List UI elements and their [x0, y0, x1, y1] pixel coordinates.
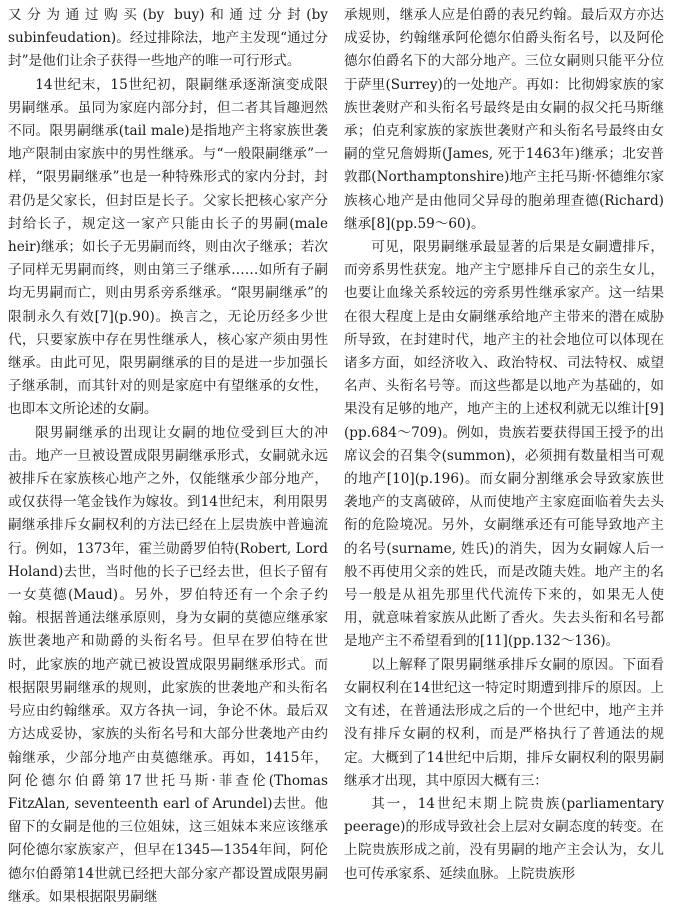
paragraph: 承规则，继承人应是伯爵的表兄约翰。最后双方亦达成妥协，约翰继承阿伦德尔伯爵头衔名号，以及阿伦德尔伯爵名下的大部分地产。三位女嗣则只能平分位于萨里(Surrey)的一处地产。再如：比彻姆家族的家族世袭财产和头衔名号最终是由女嗣的叔父托马斯继承；伯克利家族的家族世袭财产和头衔名号最终由女嗣的堂兄詹姆斯(James, 死于1463年)继承；北安普敦郡(Northamptonshire)地产主托马斯·怀德维尔家族核心地产是由他同父异母的胞弟理查德(Richard)继承[8](pp.59～60)。 — [344, 7, 664, 232]
paragraph: 可见，限男嗣继承最显著的后果是女嗣遭排斥，而旁系男性获宠。地产主宁愿排斥自己的亲生女儿，也要让血缘关系较远的旁系男性继承家产。这一结果在很大程度上是由女嗣继承给地产主带来的潜在威胁所导致，在封建时代，地产主的社会地位可以体现在诸多方面，如经济收入、政治特权、司法特权、威望名声、头衔名号等。而这些都是以地产为基础的，如果没有足够的地产，地产主的上述权利就无以维计[9](pp.684～709)。例如，贵族若要获得国王授予的出席议会的召集令(summon)，必须拥有数量相当可观的地产[10](p.196)。而女嗣分割继承会导致家族世袭地产的支离破碎，从而使地产主家庭面临着失去头衔的危险境况。另外，女嗣继承还有可能导致地产主的名号(surname, 姓氏)的消失，因为女嗣嫁人后一般不再使用父亲的姓氏，而是改随夫姓。地产主的名号一般是从祖先那里代代流传下来的，如果无人使用，就意味着家族从此断了香火。失去头衔和名号都是地产主不希望看到的[11](pp.132～136)。 — [344, 239, 664, 650]
right-column — [344, 4, 664, 886]
paragraph: 14世纪末，15世纪初，限嗣继承逐渐演变成限男嗣继承。虽同为家庭内部分封，但二者其旨趣迥然不同。限男嗣继承(tail male)是指地产主将家族世袭地产限制由家族中的男性继承。与“一般限嗣继承”一样，“限男嗣继承”也是一种特殊形式的家内分封，封君仍是父家长，但封臣是长子。父家长把核心家产分封给长子，规定这一家产只能由长子的男嗣(male heir)继承；如长子无男嗣而终，则由次子继承；若次子同样无男嗣而终，则由第三子继承……如所有子嗣均无男嗣而亡，则由男系旁系继承。“限男嗣继承”的限制永久有效[7](p.90)。换言之，无论历经多少世代，只要家族中存在男性继承人，核心家产须由男性继承。由此可见，限男嗣继承的目的是进一步加强长子继承制，而其针对的则是家庭中有望继承的女性，也即本文所论述的女嗣。 — [8, 76, 328, 418]
left-column — [8, 4, 328, 909]
paragraph: 以上解释了限男嗣继承排斥女嗣的原因。下面看女嗣权利在14世纪这一特定时期遭到排斥的原因。上文有述，在普通法形成之后的一个世纪中，地产主并没有排斥女嗣的权利，而是严格执行了普通法的规定。大概到了14世纪中后期，排斥女嗣权利的限男嗣继承才出现，其中原因大概有三： — [344, 656, 664, 789]
paragraph: 限男嗣继承的出现让女嗣的地位受到巨大的冲击。地产一旦被设置成限男嗣继承形式，女嗣就永远被排斥在家族核心地产之外，仅能继承少部分地产，或仅获得一笔金钱作为嫁妆。到14世纪末，利用限男嗣继承排斥女嗣权利的方法已经在上层贵族中普遍流行。例如，1373年，霍兰勋爵罗伯特(Robert, Lord Holand)去世，当时他的长子已经去世，但长子留有一女莫德(Maud)。另外，罗伯特还有一个余子约翰。根据普通法继承原则，身为女嗣的莫德应继承家族世袭地产和勋爵的头衔名号。但早在罗伯特在世时，此家族的地产就已被设置成限男嗣继承形式。而根据限男嗣继承的规则，此家族的世袭地产和头衔名号应由约翰继承。双方各执一词，争论不休。最后双方达成妥协，家族的头衔名号和大部分世袭地产由约翰继承，少部分地产由莫德继承。再如，1415年，阿伦德尔伯爵第17世托马斯·菲查伦(Thomas FitzAlan, seventeenth earl of Arundel)去世。他留下的女嗣是他的三位姐妹，这三姐妹本来应该继承阿伦德尔家族家产，但早在1345—1354年间，阿伦德尔伯爵第14世就已经把大部分家产都设置成限男嗣继承。如果根据限男嗣继 — [8, 424, 328, 905]
paragraph: 又分为通过购买(by buy)和通过分封(by subinfeudation)。经过排除法，地产主发现“通过分封”是他们让余子获得一些地产的唯一可行形式。 — [8, 7, 328, 70]
paragraph: 其一，14世纪末期上院贵族(parliamentary peerage)的形成导致社会上层对女嗣态度的转变。在上院贵族形成之前，没有男嗣的地产主会认为，女儿也可传承家系、延续血脉。上院贵族形 — [344, 795, 664, 882]
